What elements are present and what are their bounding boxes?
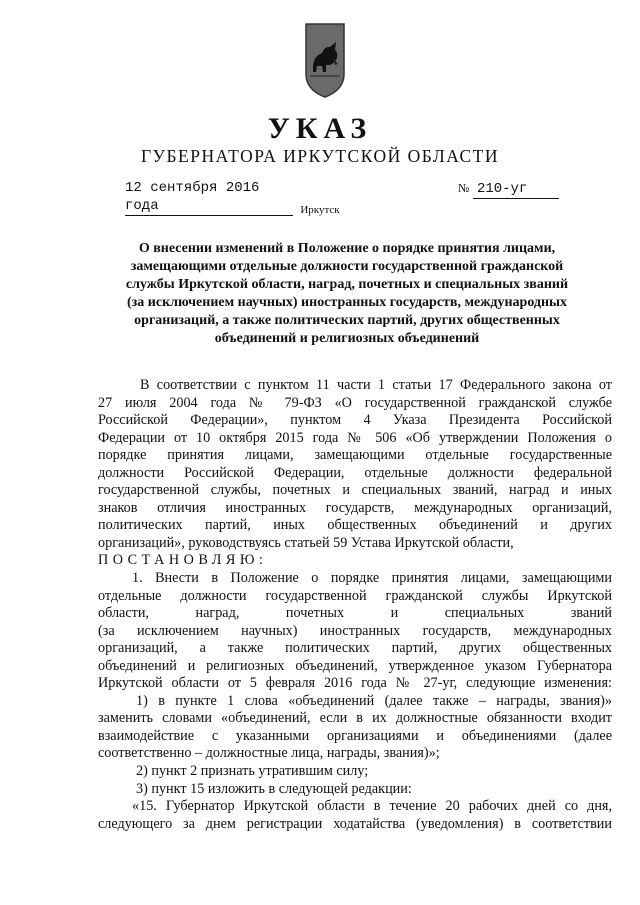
heading-line: О внесении изменений в Положение о порядке принятия лицами,: [138, 241, 556, 256]
body-line: должности Российской Федерации, отдельные должности федеральной: [98, 464, 612, 481]
body-line: области, наград, почетных и специальных званий: [98, 605, 612, 622]
body-line: организаций, а также политических партий, других общественных: [98, 640, 612, 657]
heading-line: службы Иркутской области, наград, почетных и специальных званий: [125, 276, 569, 292]
body-line: (за исключением научных) иностранных государств, международных: [98, 622, 612, 639]
body-line: политических партий, иных общественных объединений и других: [98, 517, 612, 534]
body-line: 1) в пункте 1 слова «объединений (далее также – награды, звания)»: [136, 692, 612, 709]
document-date: 12 сентября 2016 года: [125, 179, 293, 216]
heading-line: организаций, а также политических партий, других общественных: [134, 312, 560, 328]
document-heading: [100, 240, 594, 347]
body-line: «15. Губернатор Иркутской области в течение 20 рабочих дней со дня,: [132, 798, 612, 815]
document-number-block: [458, 179, 559, 199]
resolution-keyword: ПОСТАНОВЛЯЮ:: [98, 552, 268, 569]
body-line: В соответствии с пунктом 11 части 1 статьи 17 Федерального закона от: [140, 377, 612, 393]
body-line: 1. Внести в Положение о порядке принятия лицами, замещающими: [132, 570, 612, 587]
body-line: 3) пункт 15 изложить в следующей редакции:: [136, 780, 412, 797]
body-line: 27 июля 2004 года № 79-ФЗ «О государственной гражданской службе: [98, 394, 612, 411]
document-city: Иркутск: [300, 204, 340, 216]
body-line: отдельные должности государственной гражданской службы Иркутской: [98, 587, 612, 604]
body-line: соответственно – должностные лица, награды, звания)»;: [98, 745, 440, 762]
body-line: организаций», руководствуясь статьей 59 Устава Иркутской области,: [98, 534, 514, 551]
body-line: 2) пункт 2 признать утратившим силу;: [136, 763, 369, 780]
number-sign: №: [458, 181, 470, 195]
heading-line: (за исключением научных) иностранных государств, международных: [127, 294, 567, 310]
coat-of-arms-emblem: [302, 20, 348, 100]
body-line: взаимодействие с указанными организациями и объединениями (далее: [98, 727, 612, 744]
document-title: УКАЗ: [267, 112, 373, 145]
body-line: заменить словами «объединений, если в их должностные обязанности входит: [98, 710, 612, 727]
body-line: следующего за днем регистрации ходатайства (уведомления) в соответствии: [98, 815, 612, 832]
body-line: знаков отличия иностранных государств, международных организаций,: [98, 499, 612, 516]
body-line: Иркутской области от 5 февраля 2016 года № 27-уг, следующие изменения:: [98, 675, 612, 692]
body-line: объединений и религиозных объединений, утвержденное указом Губернатора: [98, 657, 612, 674]
document-number: 210-уг: [473, 180, 559, 199]
document-body: [98, 377, 612, 833]
body-line: Федерации от 10 октября 2015 года № 506 «Об утверждении Положения о: [98, 429, 612, 446]
body-line: порядке принятия лицами, замещающими отдельные государственные: [98, 447, 612, 464]
document-issuer: ГУБЕРНАТОРА ИРКУТСКОЙ ОБЛАСТИ: [140, 146, 500, 166]
heading-line: объединений и религиозных объединений: [214, 330, 480, 346]
heading-line: замещающими отдельные должности государственной гражданской: [130, 258, 564, 274]
body-line: государственной службы, почетных и специальных званий, наград и иных: [98, 482, 612, 499]
body-line: Российской Федерации», пунктом 4 Указа Президента Российской: [98, 412, 612, 429]
